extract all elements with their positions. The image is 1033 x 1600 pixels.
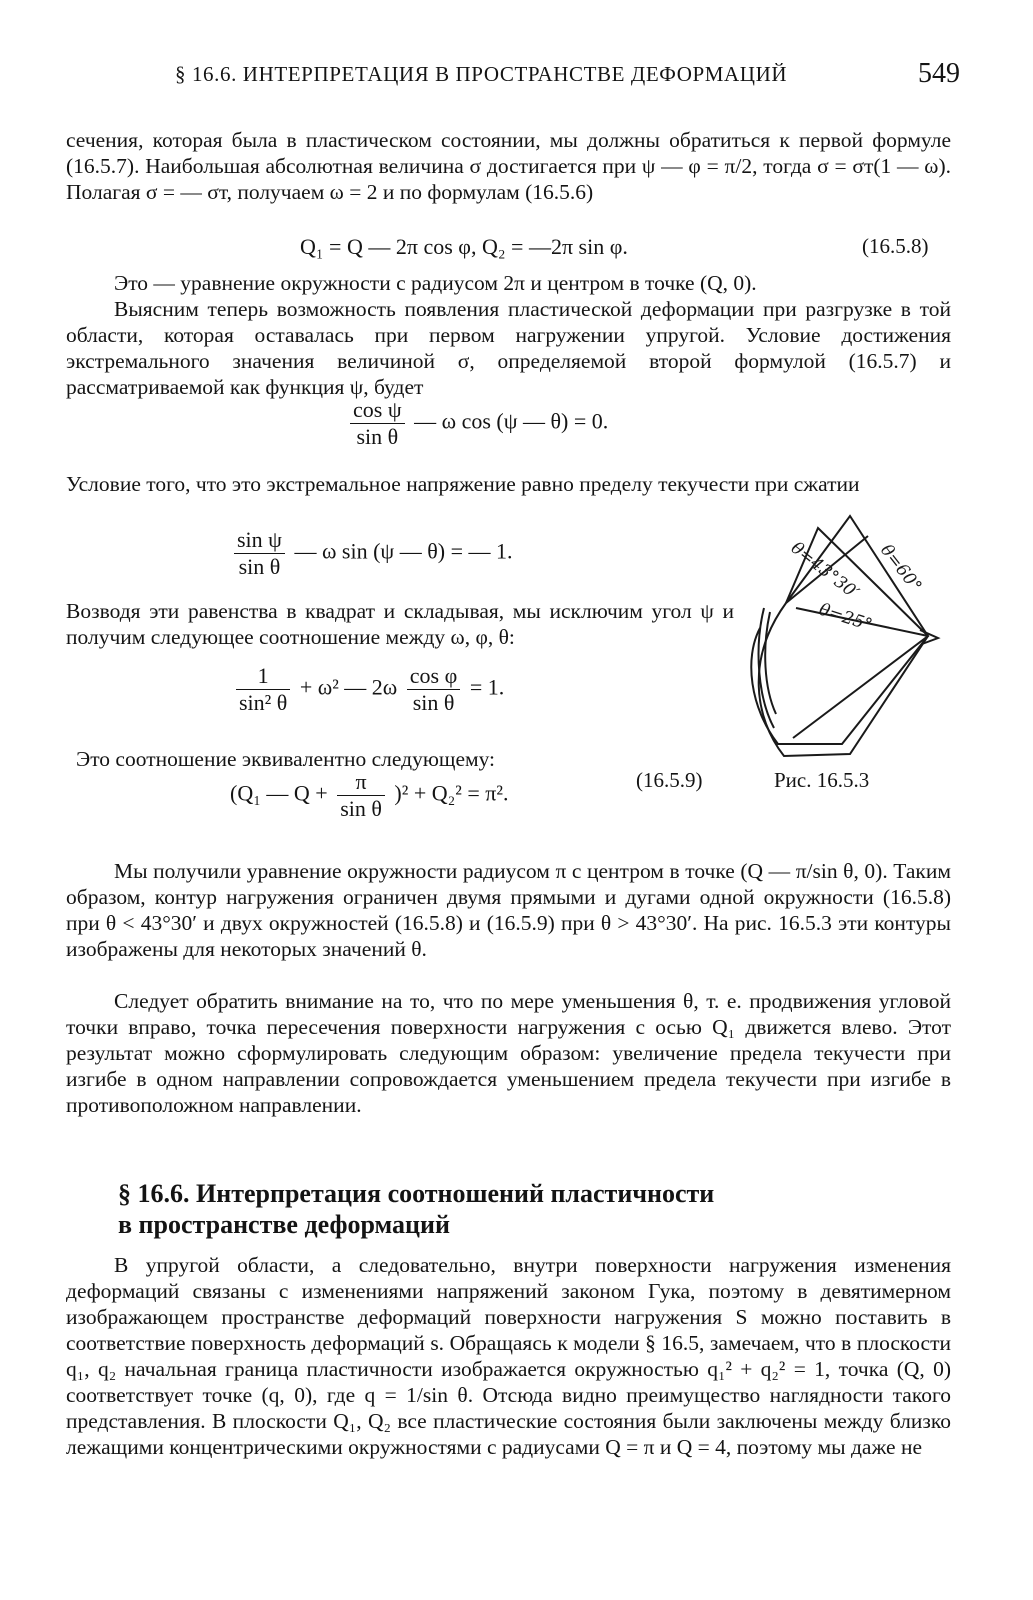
equation-number-16-5-9: (16.5.9) xyxy=(636,768,703,792)
paragraph-3: Выясним теперь возможность появления пластической деформации при разгрузке в той области, которая оставалась при первом нагружении упругой. Условие достижения экстремального значения величиной σ, определяемой второй формулой (16.5.7) и рассматриваемой как функция ψ, будет xyxy=(66,297,951,399)
equation-rest: = 1. xyxy=(469,674,505,700)
paragraph-8: Следует обратить внимание на то, что по мере уменьшения θ, т. е. продвижения угловой точки вправо, точка пересечения поверхности нагружения с осью Q₁ движется влево. Этот результат можно сформулировать следующим образом: увеличение предела текучести при изгибе в одном направлении сопровождается уменьшением предела текучести при изгибе в противоположном направлении. xyxy=(66,989,951,1117)
equation-rest: — ω sin (ψ — θ) = — 1. xyxy=(294,538,513,564)
equation-yield xyxy=(230,528,512,579)
denominator: sin θ xyxy=(356,424,399,449)
paragraph-4: Условие того, что это экстремальное напряжение равно пределу текучести при сжатии xyxy=(66,472,860,496)
equation-middle: + ω² — 2ω xyxy=(299,674,398,700)
equation-rest: — ω cos (ψ — θ) = 0. xyxy=(414,408,609,434)
label-theta-60: θ=60° xyxy=(876,540,926,597)
header-title: § 16.6. ИНТЕРПРЕТАЦИЯ В ПРОСТРАНСТВЕ ДЕФОРМАЦИЙ xyxy=(175,62,788,86)
label-theta-25: θ=25° xyxy=(816,599,875,636)
paragraph-5: Возводя эти равенства в квадрат и складывая, мы исключим угол ψ и получим следующее соотношение между ω, φ, θ: xyxy=(66,599,734,649)
equation-16-5-9 xyxy=(230,770,509,821)
contour-theta-25 xyxy=(751,628,928,744)
paragraph-1: сечения, которая была в пластическом состоянии, мы должны обратиться к первой формуле (16.5.7). Наибольшая абсолютная величина σ достигается при ψ — φ = π/2, тогда σ = σт(1 — ω). Полагая σ = — σт, получаем ω = 2 и по формулам (16.5.6) xyxy=(66,128,951,204)
denominator: sin θ xyxy=(238,554,281,579)
figure-16-5-3 xyxy=(738,508,953,758)
page-number: 549 xyxy=(918,58,960,89)
fraction xyxy=(234,528,285,579)
paragraph-2: Это — уравнение окружности с радиусом 2π и центром в точке (Q, 0). xyxy=(114,271,757,295)
fraction xyxy=(337,770,385,821)
numerator: cos φ xyxy=(407,664,461,690)
fraction xyxy=(236,664,290,715)
denominator: sin θ xyxy=(412,690,455,715)
denominator: sin² θ xyxy=(239,690,288,715)
equation-16-5-8: Q₁ = Q — 2π cos φ, Q₂ = —2π sin φ. xyxy=(300,234,628,259)
section-heading xyxy=(118,1178,714,1240)
equation-pre: (Q₁ — Q + xyxy=(230,780,328,806)
equation-extremum xyxy=(346,398,608,449)
fraction xyxy=(350,398,405,449)
running-header xyxy=(175,58,960,88)
paragraph-7: Мы получили уравнение окружности радиусом π с центром в точке (Q — π/sin θ, 0). Таким образом, контур нагружения ограничен двумя прямыми и дугами одной окружности (16.5.8) при θ < 43°30′ и двух окружностей (16.5.8) и (16.5.9) при θ > 43°30′. На рис. 16.5.3 эти контуры изображены для некоторых значений θ. xyxy=(66,859,951,961)
numerator: cos ψ xyxy=(350,398,405,424)
equation-relation xyxy=(232,664,504,715)
numerator: sin ψ xyxy=(234,528,285,554)
paragraph-9: В упругой области, а следовательно, внутри поверхности нагружения изменения деформаций связаны с изменениями напряжений законом Гука, поэтому в девятимерном изображающем пространстве деформаций поверхности нагружения S можно поставить в соответствие поверхность деформаций s. Обращаясь к модели § 16.5, замечаем, что в плоскости q₁, q₂ начальная граница пластичности изображается окружностью q₁² + q₂² = 1, точка (Q, 0) соответствует точке (q, 0), где q = 1/sin θ. Отсюда видно преимущество наглядности такого представления. В плоскости Q₁, Q₂ все пластические состояния были заключены между близко лежащими концентрическими окружностями с радиусами Q = π и Q = 4, поэтому мы даже не xyxy=(66,1253,951,1459)
section-heading-line-1: § 16.6. Интерпретация соотношений пластичности xyxy=(118,1179,715,1208)
fraction xyxy=(407,664,461,715)
numerator: π xyxy=(337,770,385,796)
equation-post: )² + Q₂² = π². xyxy=(394,780,509,806)
equation-number-16-5-8: (16.5.8) xyxy=(862,234,929,258)
section-heading-line-2: в пространстве деформаций xyxy=(118,1210,450,1239)
figure-caption: Рис. 16.5.3 xyxy=(774,768,870,792)
paragraph-6: Это соотношение эквивалентно следующему: xyxy=(76,747,496,771)
numerator: 1 xyxy=(236,664,290,690)
label-theta-43: θ=43°30′ xyxy=(786,538,863,604)
denominator: sin θ xyxy=(340,796,382,821)
